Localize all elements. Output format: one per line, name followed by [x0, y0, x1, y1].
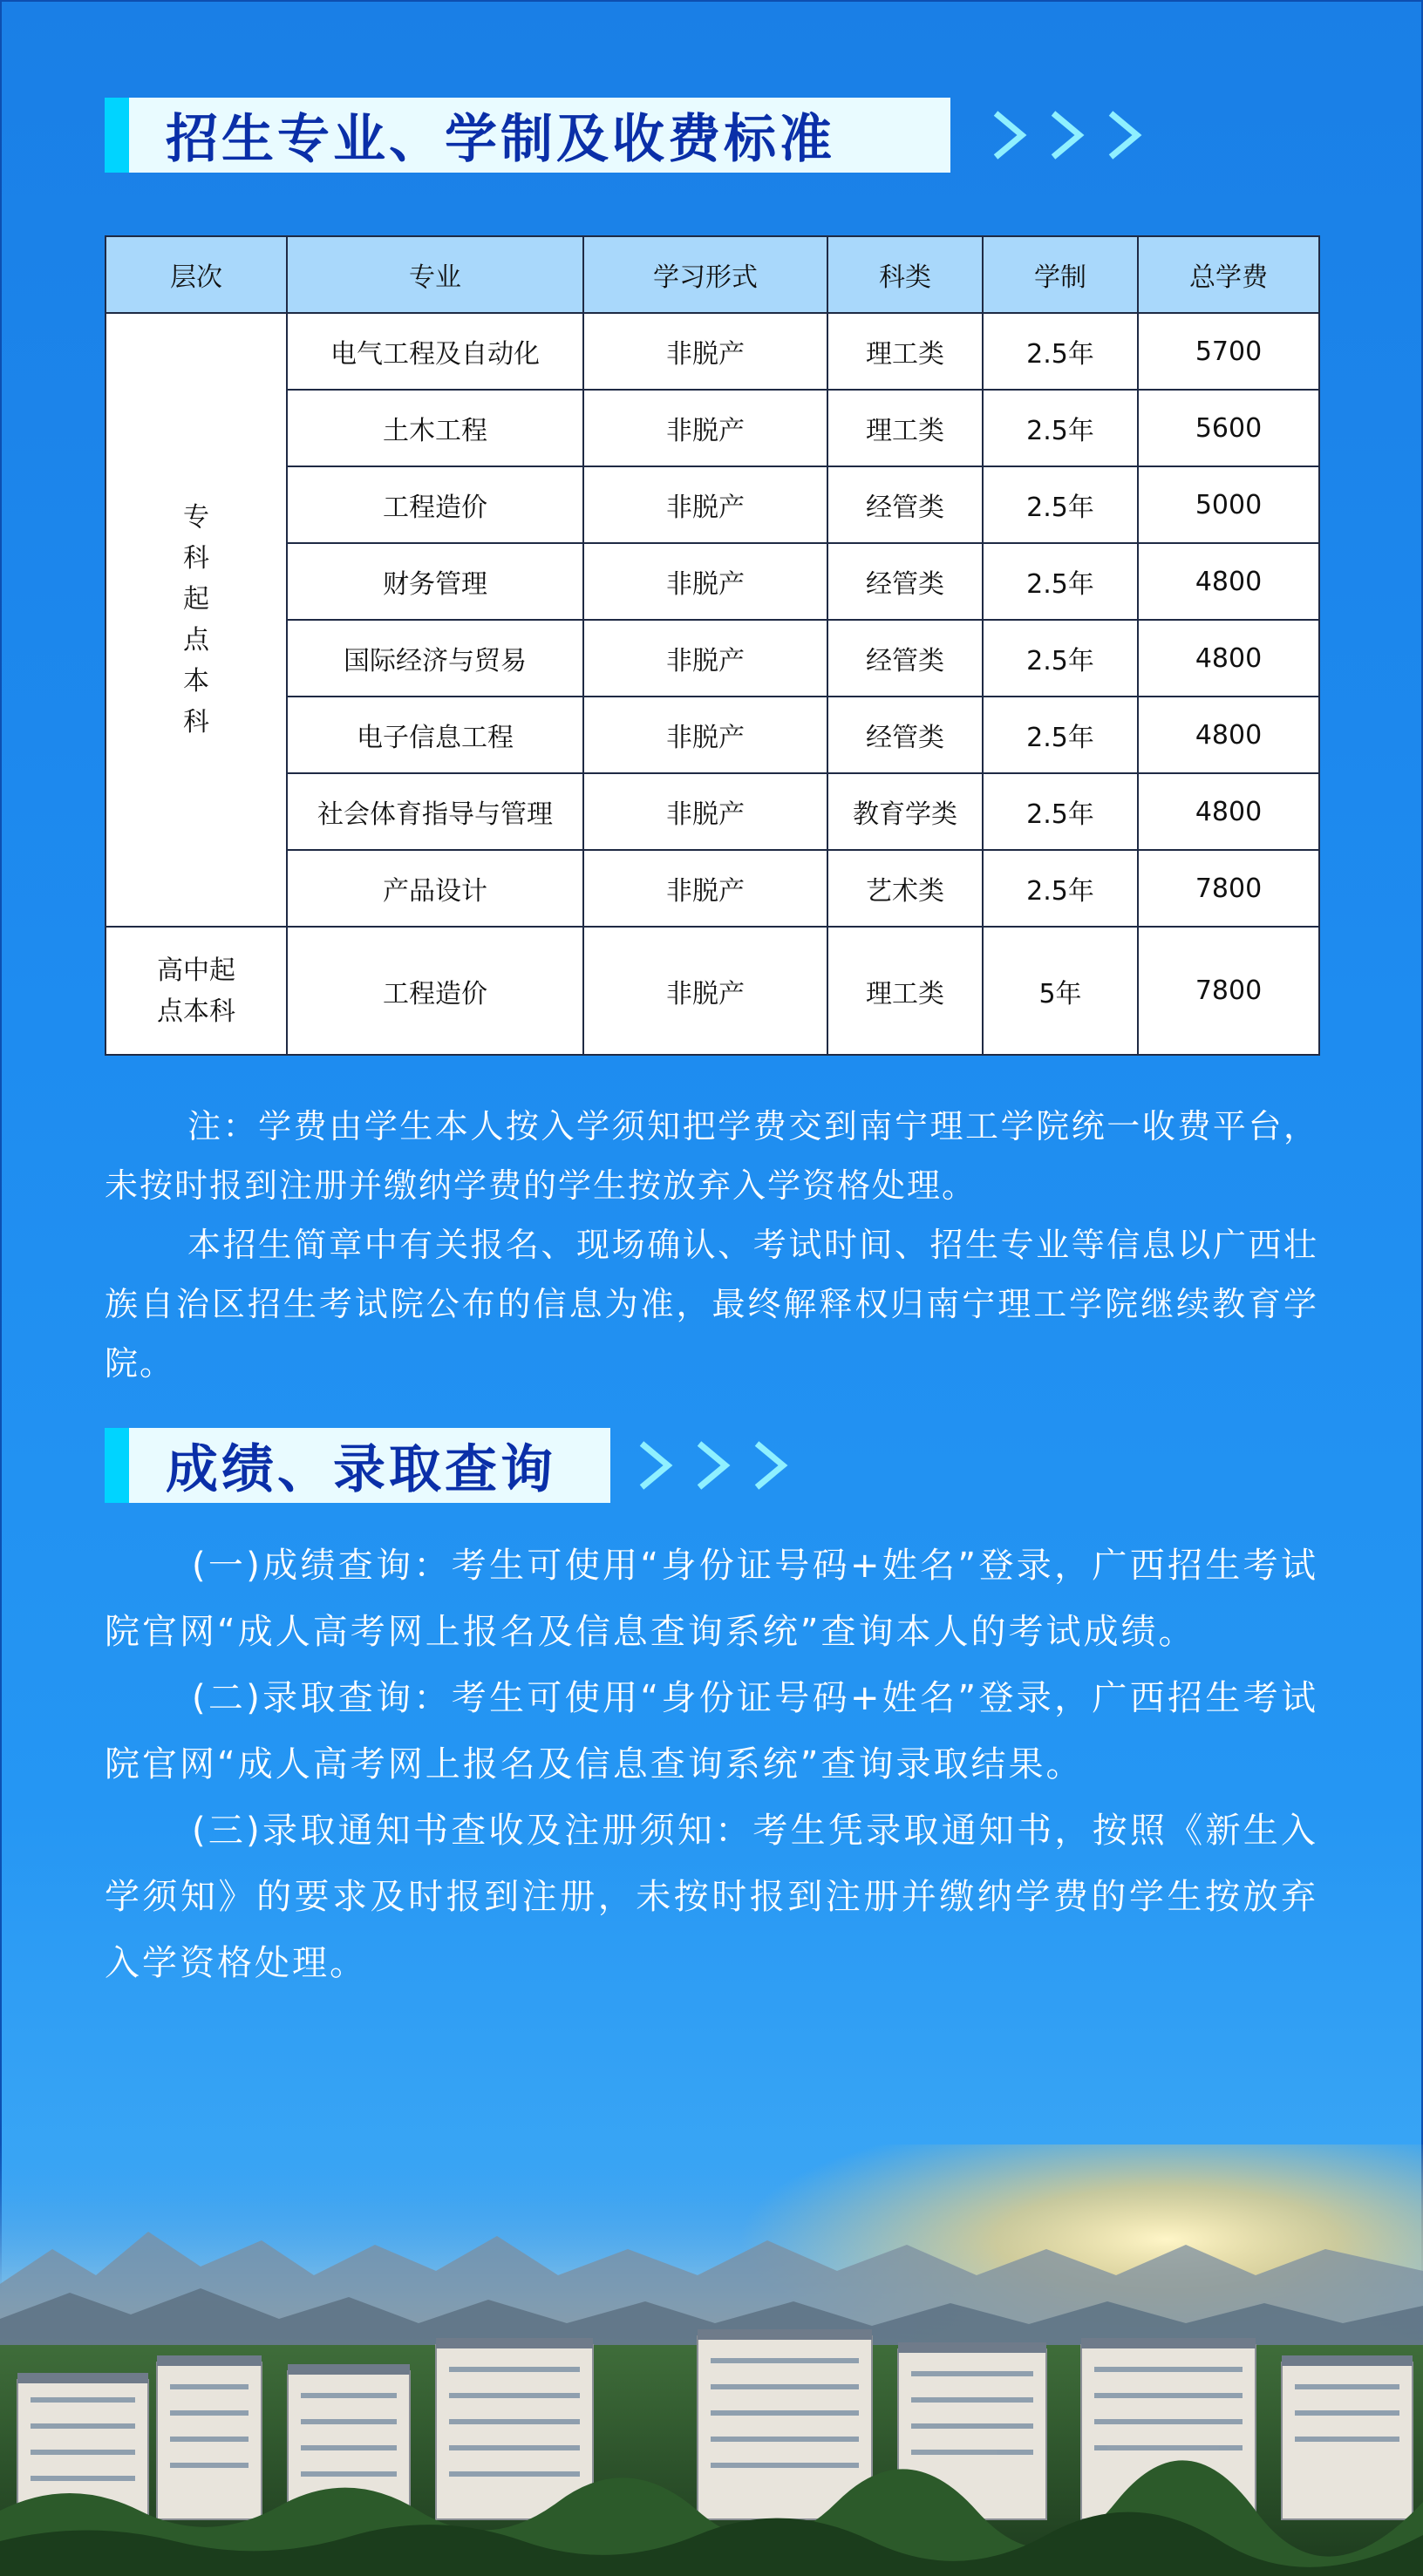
section-title-query: 成绩、录取查询 [166, 1439, 556, 1500]
cell-major: 电子信息工程 [287, 697, 583, 773]
cell-category: 理工类 [827, 313, 983, 390]
chevron-right-icon [1048, 108, 1086, 162]
cell-category: 理工类 [827, 390, 983, 466]
cell-category: 经管类 [827, 466, 983, 543]
table-row [106, 466, 1319, 543]
section-title-bar [105, 98, 950, 173]
table-row [106, 620, 1319, 697]
cell-major: 工程造价 [287, 927, 583, 1055]
section-header-query [105, 1428, 790, 1503]
cell-major: 国际经济与贸易 [287, 620, 583, 697]
table-row [106, 543, 1319, 620]
chevron-group [637, 1438, 790, 1492]
cell-duration: 2.5年 [983, 390, 1138, 466]
cell-form: 非脱产 [583, 850, 827, 927]
chevron-right-icon [1106, 108, 1144, 162]
query-paragraph: (一)成绩查询：考生可使用“身份证号码+姓名”登录，广西招生考试院官网“成人高考网上报名及信息查询系统”查询本人的考试成绩。 [105, 1546, 1318, 1652]
level-char: 科 [183, 543, 209, 574]
level-cell-gaozhong [106, 927, 287, 1055]
table-row [106, 313, 1319, 390]
header-form: 学习形式 [583, 236, 827, 313]
section-title-bar [105, 1428, 610, 1503]
cell-form: 非脱产 [583, 313, 827, 390]
query-paragraph: (二)录取查询：考生可使用“身份证号码+姓名”登录，广西招生考试院官网“成人高考网上报名及信息查询系统”查询录取结果。 [105, 1678, 1318, 1784]
cell-form: 非脱产 [583, 390, 827, 466]
level-char: 科 [183, 707, 209, 737]
fees-table [105, 235, 1320, 1056]
cell-fee: 5000 [1138, 466, 1319, 543]
cell-form: 非脱产 [583, 773, 827, 850]
cell-major: 电气工程及自动化 [287, 313, 583, 390]
level-char: 本 [183, 666, 209, 697]
level-char: 点 [183, 625, 209, 656]
cell-form: 非脱产 [583, 927, 827, 1055]
cell-major: 财务管理 [287, 543, 583, 620]
cell-duration: 2.5年 [983, 543, 1138, 620]
cell-category: 经管类 [827, 620, 983, 697]
chevron-right-icon [637, 1438, 675, 1492]
campus-panorama-image [0, 2144, 1423, 2576]
cell-category: 经管类 [827, 543, 983, 620]
cell-fee: 4800 [1138, 773, 1319, 850]
cell-duration: 2.5年 [983, 773, 1138, 850]
cell-duration: 2.5年 [983, 697, 1138, 773]
header-category: 科类 [827, 236, 983, 313]
cell-duration: 2.5年 [983, 466, 1138, 543]
header-fee: 总学费 [1138, 236, 1319, 313]
header-duration: 学制 [983, 236, 1138, 313]
cell-major: 工程造价 [287, 466, 583, 543]
cell-form: 非脱产 [583, 697, 827, 773]
note-paragraph: 本招生简章中有关报名、现场确认、考试时间、招生专业等信息以广西壮族自治区招生考试院公布的信息为准，最终解释权归南宁理工学院继续教育学院。 [105, 1226, 1318, 1383]
level-char: 起 [183, 584, 209, 615]
cell-major: 土木工程 [287, 390, 583, 466]
chevron-group [991, 108, 1144, 162]
level-line: 高中起 [157, 955, 235, 986]
cell-category: 艺术类 [827, 850, 983, 927]
table-row [106, 773, 1319, 850]
cell-form: 非脱产 [583, 620, 827, 697]
cell-fee: 7800 [1138, 850, 1319, 927]
section-header-fees [105, 98, 1144, 173]
table-header-row [106, 236, 1319, 313]
cell-fee: 5700 [1138, 313, 1319, 390]
cell-fee: 4800 [1138, 697, 1319, 773]
chevron-right-icon [752, 1438, 790, 1492]
table-row [106, 697, 1319, 773]
cell-category: 理工类 [827, 927, 983, 1055]
table-row [106, 927, 1319, 1055]
header-level: 层次 [106, 236, 287, 313]
chevron-right-icon [694, 1438, 732, 1492]
cell-duration: 2.5年 [983, 313, 1138, 390]
cell-fee: 5600 [1138, 390, 1319, 466]
cell-form: 非脱产 [583, 543, 827, 620]
level-line: 点本科 [157, 996, 235, 1027]
cell-fee: 4800 [1138, 543, 1319, 620]
query-paragraph: (三)录取通知书查收及注册须知：考生凭录取通知书，按照《新生入学须知》的要求及时报到注册，未按时报到注册并缴纳学费的学生按放弃入学资格处理。 [105, 1811, 1318, 1983]
table-row [106, 850, 1319, 927]
cell-fee: 7800 [1138, 927, 1319, 1055]
query-block [105, 1533, 1318, 1996]
level-char: 专 [183, 502, 209, 533]
cell-major: 产品设计 [287, 850, 583, 927]
cell-duration: 2.5年 [983, 850, 1138, 927]
level-cell-zhuanke [106, 313, 287, 927]
cell-form: 非脱产 [583, 466, 827, 543]
chevron-right-icon [991, 108, 1029, 162]
cell-fee: 4800 [1138, 620, 1319, 697]
cell-major: 社会体育指导与管理 [287, 773, 583, 850]
note-paragraph: 注：学费由学生本人按入学须知把学费交到南宁理工学院统一收费平台，未按时报到注册并缴纳学费的学生按放弃入学资格处理。 [105, 1107, 1318, 1205]
cell-category: 教育学类 [827, 773, 983, 850]
notes-block [105, 1097, 1318, 1393]
header-major: 专业 [287, 236, 583, 313]
section-title-fees: 招生专业、学制及收费标准 [166, 109, 835, 170]
cell-duration: 2.5年 [983, 620, 1138, 697]
table-row [106, 390, 1319, 466]
cell-duration: 5年 [983, 927, 1138, 1055]
cell-category: 经管类 [827, 697, 983, 773]
